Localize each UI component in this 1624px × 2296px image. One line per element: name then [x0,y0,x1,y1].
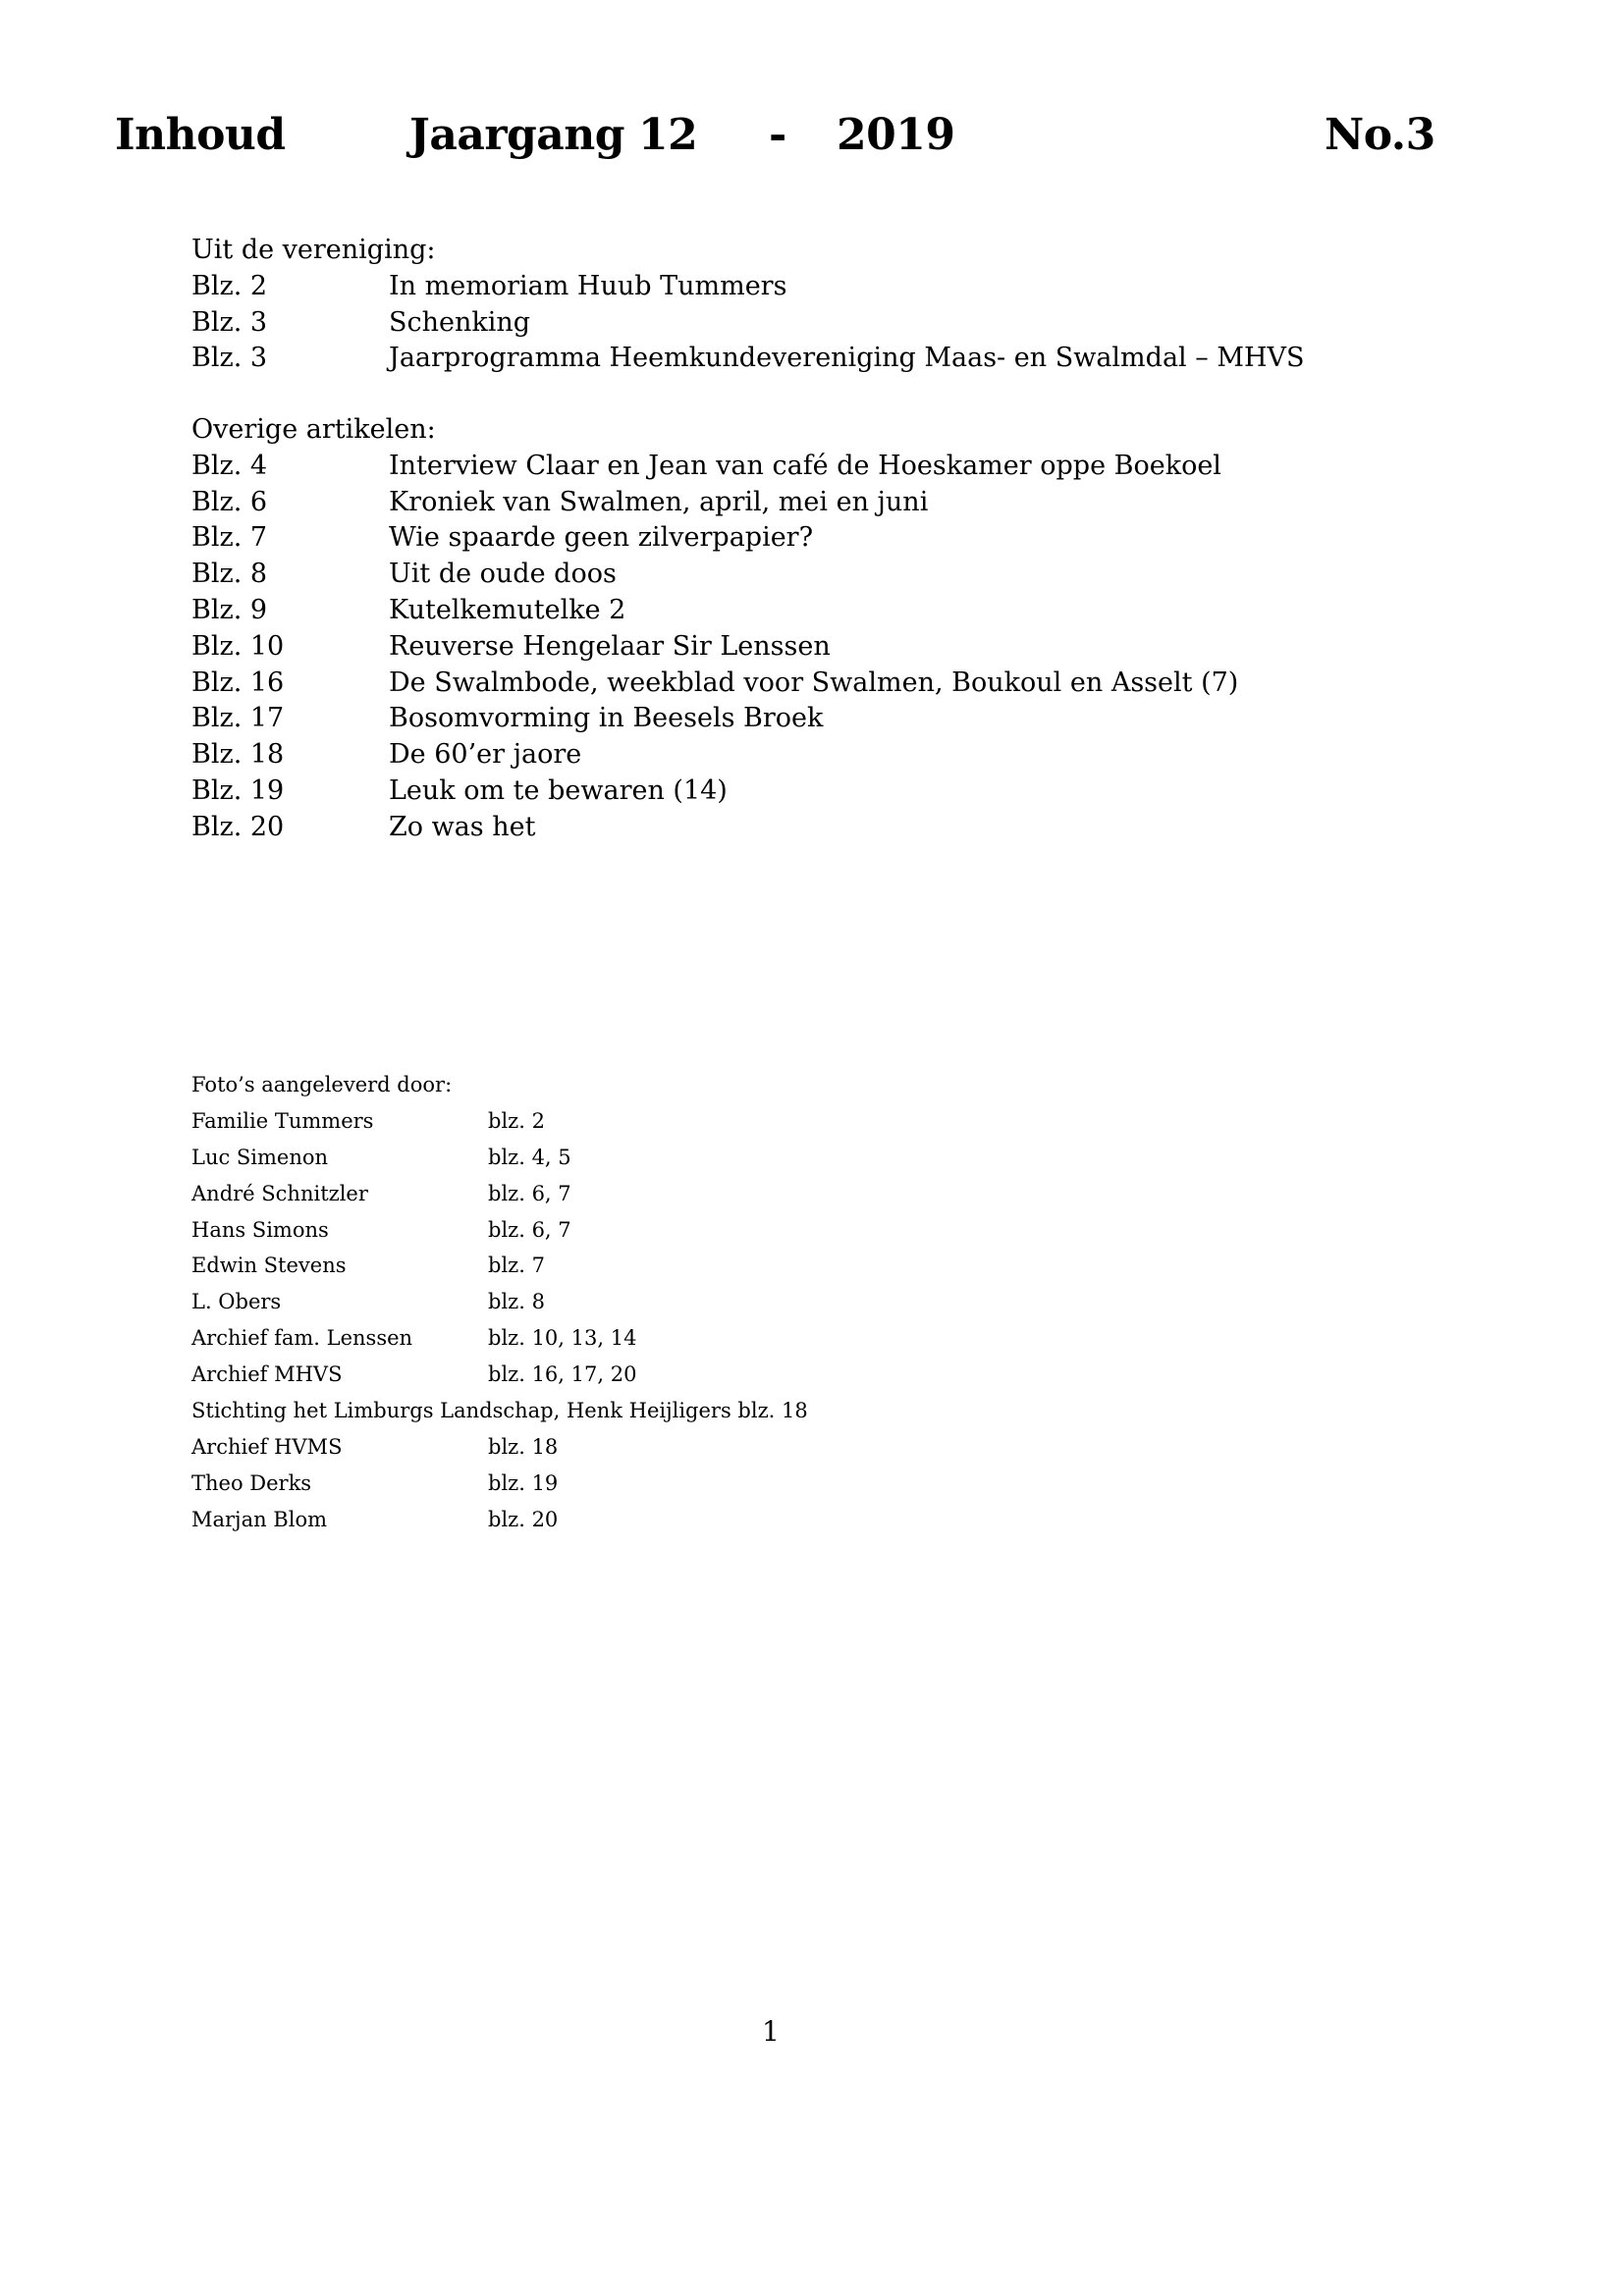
toc-page: Blz. 3 [191,343,268,374]
toc-title: Kutelkemutelke 2 [389,594,626,625]
toc-page: Blz. 19 [191,774,285,806]
toc-row [191,557,617,593]
toc-page: Blz. 16 [191,667,285,698]
toc-row [191,269,787,305]
toc-title: De Swalmbode, weekblad voor Swalmen, Boukoul en Asselt (7) [389,667,1239,698]
credit-name: Archief fam. Lenssen [191,1326,413,1351]
header-dash: - [769,110,786,160]
toc-page: Blz. 18 [191,739,285,771]
toc-row [191,810,536,846]
credit-row [191,1502,559,1538]
toc-row [191,701,824,737]
credit-row [191,1103,545,1140]
toc-title: Bosomvorming in Beesels Broek [389,703,824,734]
credit-pages: blz. 18 [488,1434,559,1459]
header-issue: No.3 [1325,110,1435,160]
toc-title: Jaarprogramma Heemkundevereniging Maas- en Swalmdal – MHVS [389,343,1305,374]
credit-name: Luc Simenon [191,1145,329,1169]
credit-pages: blz. 7 [488,1254,545,1278]
toc-page: Blz. 20 [191,811,285,842]
section-label: Overige artikelen: [191,414,436,445]
section-label: Uit de vereniging: [191,235,436,265]
header-year: 2019 [837,110,955,160]
toc-title: Reuverse Hengelaar Sir Lenssen [389,630,831,662]
credit-name: Archief MHVS [191,1362,343,1387]
credits-label: Foto’s aangeleverd door: [191,1073,453,1096]
credit-row [191,1466,559,1502]
toc-row [191,593,626,629]
toc-page: Blz. 6 [191,486,268,517]
toc-page: Blz. 2 [191,270,268,301]
credit-pages: blz. 19 [488,1470,559,1495]
credit-pages: blz. 6, 7 [488,1217,571,1242]
credit-row [191,1284,545,1320]
toc-title: Schenking [389,306,531,338]
toc-row [191,485,929,521]
toc-page: Blz. 8 [191,559,268,590]
toc-title: Interview Claar en Jean van café de Hoeskamer oppe Boekoel [389,450,1221,481]
header-volume-number: 12 [638,110,698,160]
toc-page: Blz. 7 [191,522,268,554]
toc-page: Blz. 17 [191,703,285,734]
credit-pages: blz. 4, 5 [488,1145,571,1169]
toc-title: In memoriam Huub Tummers [389,270,787,301]
credit-pages: blz. 16, 17, 20 [488,1362,637,1387]
credit-name: André Schnitzler [191,1181,368,1205]
toc-row [191,774,728,810]
credit-name: L. Obers [191,1290,282,1314]
photo-credits [191,1067,808,1538]
toc-row [191,737,582,774]
section-artikelen [191,412,1239,846]
credit-row [191,1393,808,1429]
credit-row [191,1320,637,1357]
toc-title: Kroniek van Swalmen, april, mei en juni [389,486,929,517]
credit-row [191,1429,559,1466]
credit-name: Hans Simons [191,1217,329,1242]
toc-title: Zo was het [389,811,536,842]
credit-pages: blz. 8 [488,1290,545,1314]
toc-title: Leuk om te bewaren (14) [389,774,728,806]
credit-row [191,1176,571,1212]
credit-name: Theo Derks [191,1470,312,1495]
toc-row [191,666,1239,702]
toc-row [191,520,814,557]
credit-name: Marjan Blom [191,1507,327,1531]
credit-row [191,1140,571,1176]
credit-name: Edwin Stevens [191,1254,347,1278]
toc-page: Blz. 3 [191,306,268,338]
credit-name: Familie Tummers [191,1108,374,1133]
credit-pages: blz. 2 [488,1108,545,1133]
header-volume-label: Jaargang [409,110,625,160]
credit-name: Stichting het Limburgs Landschap, Henk Heijligers blz. 18 [191,1399,808,1423]
header-title: Inhoud [115,110,286,160]
credit-row [191,1248,545,1284]
page-number: 1 [762,2015,780,2048]
toc-page: Blz. 9 [191,594,268,625]
credit-pages: blz. 20 [488,1507,559,1531]
credit-pages: blz. 6, 7 [488,1181,571,1205]
credit-row [191,1357,637,1393]
section-vereniging [191,233,1305,377]
toc-page: Blz. 4 [191,450,268,481]
toc-row [191,449,1221,485]
credit-row [191,1212,571,1249]
toc-row [191,305,531,342]
toc-title: Wie spaarde geen zilverpapier? [389,522,814,554]
toc-row [191,341,1305,377]
toc-row [191,629,831,666]
toc-title: Uit de oude doos [389,559,617,590]
toc-title: De 60’er jaore [389,739,582,771]
credit-name: Archief HVMS [191,1434,343,1459]
toc-page: Blz. 10 [191,630,285,662]
credit-pages: blz. 10, 13, 14 [488,1326,637,1351]
